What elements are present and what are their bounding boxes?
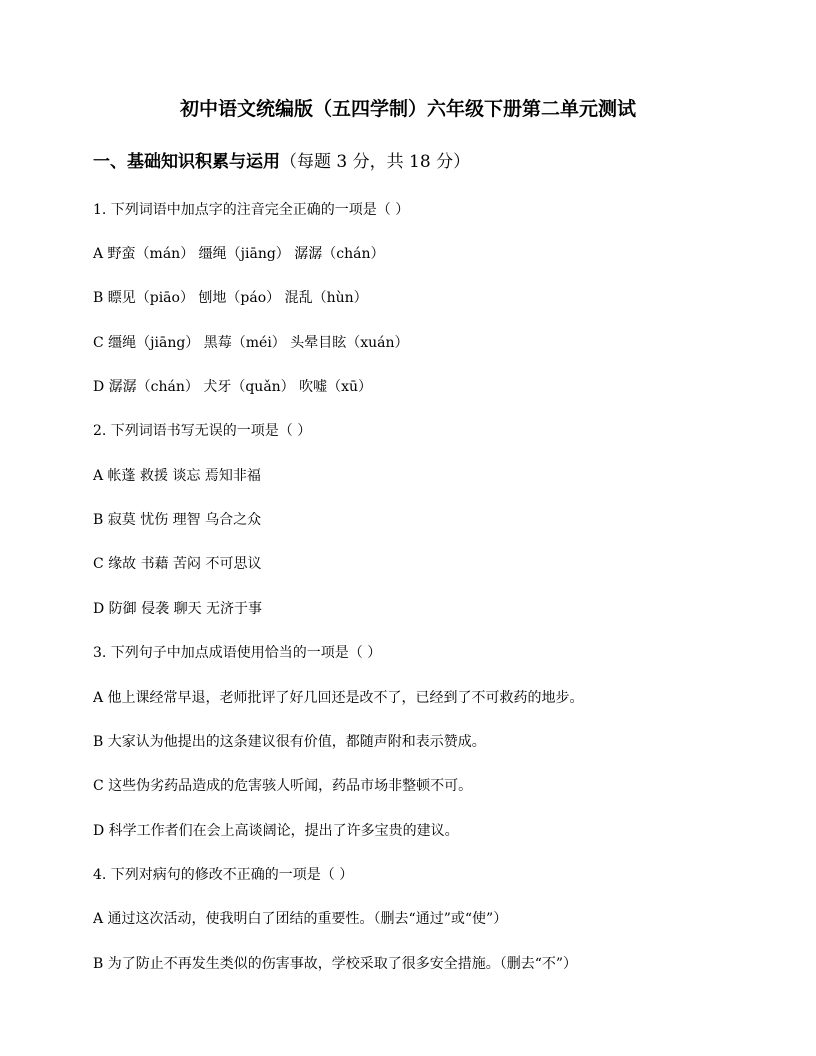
section-heading-text: 一、基础知识积累与运用: [93, 152, 280, 172]
question-4-option-b: B 为了防止不再发生类似的伤害事故，学校采取了很多安全措施。（删去“不”）: [93, 956, 578, 972]
question-2: 2. 下列词语书写无误的一项是（ ）: [93, 423, 312, 439]
question-3-option-b: B 大家认为他提出的这条建议很有价值，都随声附和表示赞成。: [93, 734, 486, 750]
question-1-option-d: D 潺潺（chán） 犬牙（quǎn） 吹嘘（xū）: [93, 379, 373, 395]
question-1-option-a: A 野蛮（mán） 缰绳（jiāng） 潺潺（chán）: [93, 246, 385, 262]
question-2-option-c: C 缘故 书藉 苦闷 不可思议: [93, 556, 262, 572]
question-4: 4. 下列对病句的修改不正确的一项是（ ）: [93, 867, 354, 883]
question-3-option-d: D 科学工作者们在会上高谈阔论，提出了许多宝贵的建议。: [93, 823, 459, 839]
question-4-option-a: A 通过这次活动，使我明白了团结的重要性。（删去“通过”或“使”）: [93, 911, 508, 927]
question-3-option-c: C 这些伪劣药品造成的危害骇人听闻，药品市场非整顿不可。: [93, 778, 473, 794]
question-1: 1. 下列词语中加点字的注音完全正确的一项是（ ）: [93, 202, 410, 218]
section-heading: [93, 150, 470, 174]
question-2-option-d: D 防御 侵袭 聊天 无济于事: [93, 601, 263, 617]
section-score-note: （每题 3 分，共 18 分）: [280, 152, 471, 172]
question-1-option-b: B 瞟见（piāo） 刨地（páo） 混乱（hùn）: [93, 290, 368, 306]
question-1-option-c: C 缰绳（jiāng） 黑莓（méi） 头晕目眩（xuán）: [93, 335, 409, 351]
question-2-option-b: B 寂莫 忧伤 理智 乌合之众: [93, 512, 262, 528]
question-3-option-a: A 他上课经常早退，老师批评了好几回还是改不了，已经到了不可救药的地步。: [93, 690, 584, 706]
question-3: 3. 下列句子中加点成语使用恰当的一项是（ ）: [93, 645, 382, 661]
document-title: 初中语文统编版（五四学制）六年级下册第二单元测试: [179, 98, 636, 120]
question-2-option-a: A 帐蓬 救援 谈忘 焉知非福: [93, 468, 261, 484]
